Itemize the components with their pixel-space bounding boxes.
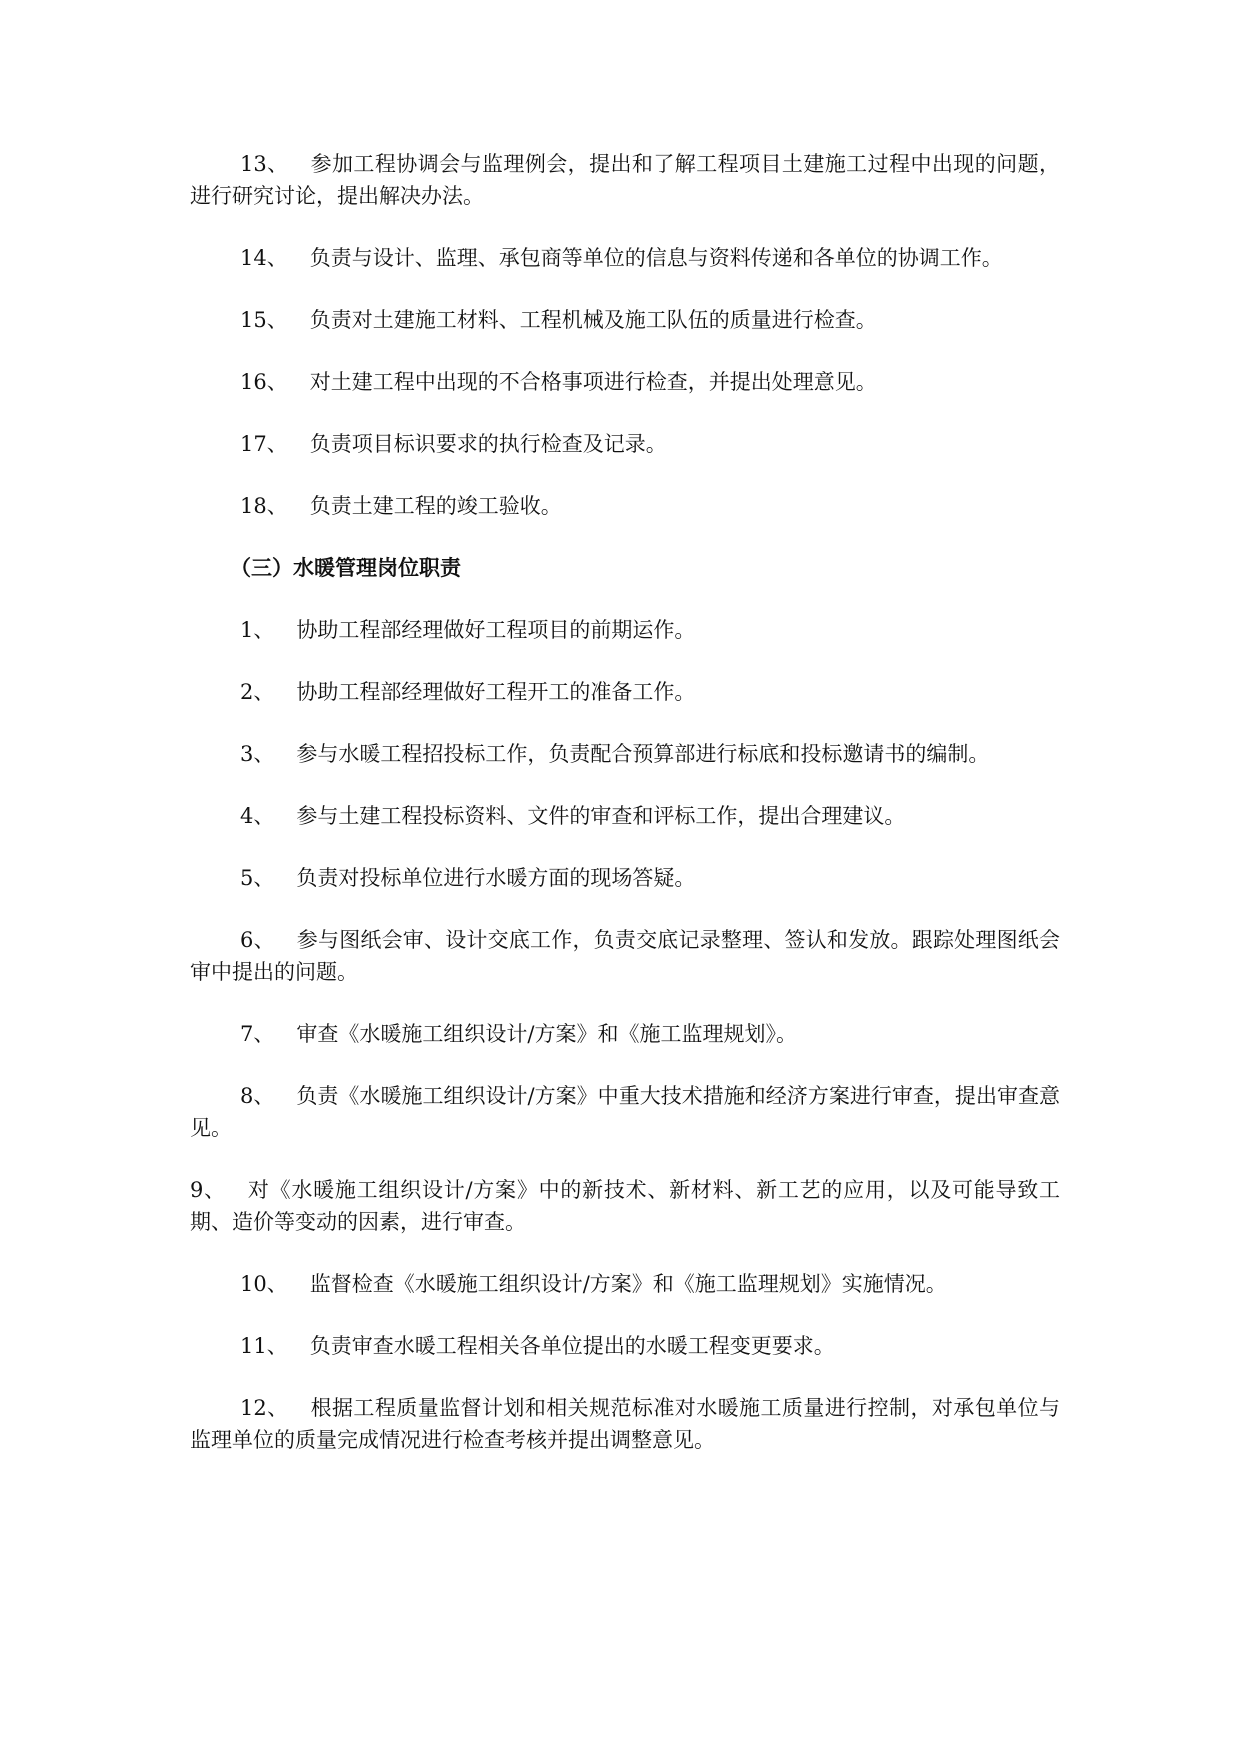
item-number: 11、: [240, 1334, 288, 1358]
item-text: 协助工程部经理做好工程项目的前期运作。: [296, 618, 696, 642]
item-text: 参加工程协调会与监理例会，提出和了解工程项目土建施工过程中出现的问题，进行研究讨论，提出解决办法。: [190, 152, 1060, 208]
item-number: 14、: [240, 246, 288, 270]
item-text: 负责土建工程的竣工验收。: [309, 494, 562, 518]
item-number: 12、: [240, 1396, 289, 1420]
item-text: 审查《水暖施工组织设计/方案》和《施工监理规划》。: [296, 1022, 797, 1046]
list-item: [190, 800, 1060, 832]
item-number: 3、: [240, 742, 275, 766]
item-number: 5、: [240, 866, 275, 890]
item-number: 18、: [240, 494, 288, 518]
item-number: 8、: [240, 1084, 275, 1108]
item-number: 10、: [240, 1272, 288, 1296]
item-number: 4、: [240, 804, 275, 828]
list-item: [190, 862, 1060, 894]
item-number: 6、: [240, 928, 275, 952]
list-item: [190, 1392, 1060, 1456]
list-item: [190, 614, 1060, 646]
item-number: 7、: [240, 1022, 275, 1046]
list-item: [190, 242, 1060, 274]
list-item: [190, 738, 1060, 770]
document-body: [190, 148, 1060, 1486]
item-text: 根据工程质量监督计划和相关规范标准对水暖施工质量进行控制，对承包单位与监理单位的质量完成情况进行检查考核并提出调整意见。: [190, 1396, 1060, 1452]
list-item: [190, 1268, 1060, 1300]
item-text: 负责与设计、监理、承包商等单位的信息与资料传递和各单位的协调工作。: [309, 246, 1003, 270]
item-number: 2、: [240, 680, 275, 704]
item-text: 参与图纸会审、设计交底工作，负责交底记录整理、签认和发放。跟踪处理图纸会审中提出的问题。: [190, 928, 1060, 984]
item-text: 参与土建工程投标资料、文件的审查和评标工作，提出合理建议。: [296, 804, 906, 828]
item-text: 负责对土建施工材料、工程机械及施工队伍的质量进行检查。: [309, 308, 877, 332]
item-text: 监督检查《水暖施工组织设计/方案》和《施工监理规划》实施情况。: [309, 1272, 947, 1296]
list-item: [190, 490, 1060, 522]
item-text: 负责审查水暖工程相关各单位提出的水暖工程变更要求。: [309, 1334, 835, 1358]
item-text: 参与水暖工程招投标工作，负责配合预算部进行标底和投标邀请书的编制。: [296, 742, 990, 766]
list-item: [190, 148, 1060, 212]
list-item: [190, 304, 1060, 336]
item-number: 13、: [240, 152, 289, 176]
item-text: 负责《水暖施工组织设计/方案》中重大技术措施和经济方案进行审查，提出审查意见。: [190, 1084, 1060, 1140]
item-text: 对《水暖施工组织设计/方案》中的新技术、新材料、新工艺的应用，以及可能导致工期、造价等变动的因素，进行审查。: [190, 1178, 1060, 1234]
item-number: 1、: [240, 618, 275, 642]
list-item: [190, 428, 1060, 460]
item-number: 9、: [190, 1178, 226, 1202]
item-number: 16、: [240, 370, 288, 394]
list-item: [190, 924, 1060, 988]
list-item: [190, 1330, 1060, 1362]
list-item: [190, 366, 1060, 398]
item-text: 协助工程部经理做好工程开工的准备工作。: [296, 680, 696, 704]
item-text: 负责对投标单位进行水暖方面的现场答疑。: [296, 866, 696, 890]
item-number: 15、: [240, 308, 288, 332]
section-heading: （三）水暖管理岗位职责: [230, 556, 461, 580]
list-item: [190, 1174, 1060, 1238]
item-text: 负责项目标识要求的执行检查及记录。: [309, 432, 667, 456]
item-number: 17、: [240, 432, 288, 456]
item-text: 对土建工程中出现的不合格事项进行检查，并提出处理意见。: [309, 370, 877, 394]
list-item: [190, 1018, 1060, 1050]
list-item: [190, 1080, 1060, 1144]
list-item: [190, 676, 1060, 708]
